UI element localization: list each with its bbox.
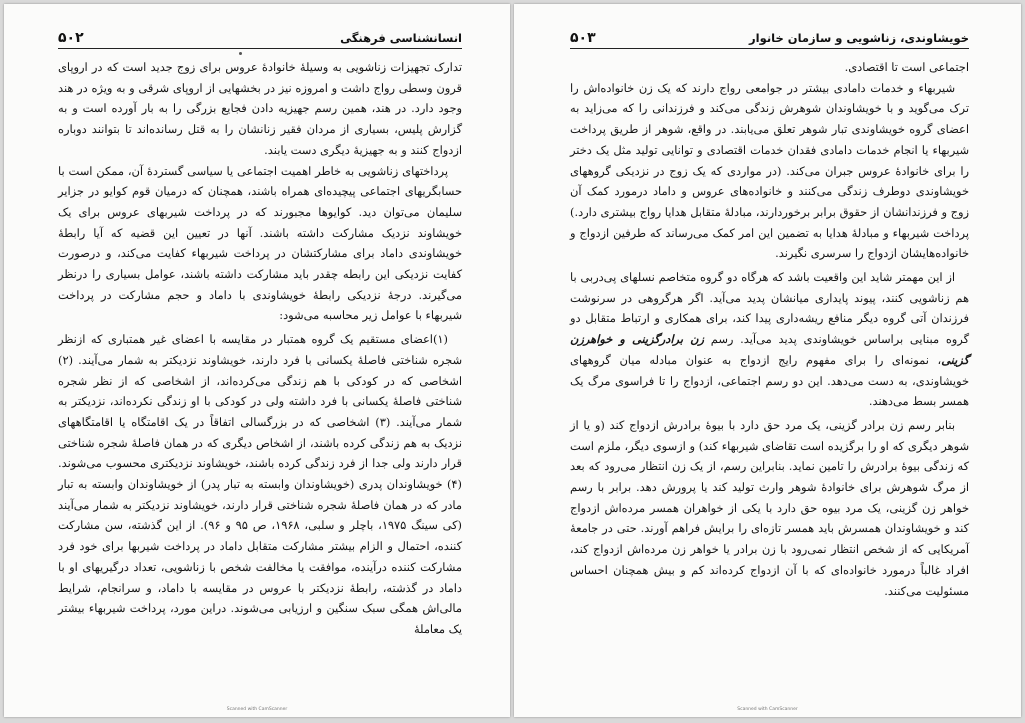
- paragraph: بنابر رسم زن برادر گزینی، یک مرد حق دارد با بیوهٔ برادرش ازدواج کند (و یا از شوهر دیگری که او را برگزیده است تقاضای شیربهاء کند) و ازسوی دیگر، ملزم است که زندگی بیوهٔ برادرش را تامین نماید. بنابراین رسم، از یک زن انتظار می‌رود که بعد از مرگ شوهرش برای خانوادهٔ شوهر وارث تولید کند یا پرورش دهد. برابر با رسم خواهر زن گزینی، یک مرد بیوه حق دارد با یکی از خواهران همسر مرده‌اش ازدواج کند و خویشاوندان همسرش باید همسر تازه‌ای را برایش فراهم آورند. حتی در جامعهٔ آمریکایی که از شخص انتظار نمی‌رود با زن برادر یا خواهر زن مرده‌اش ازدواج کند، افراد غالباً درمورد خانواده‌ای که با آن ازدواج کرده‌اند کم و بیش همچنان احساس مسئولیت می‌کنند.: [570, 417, 969, 598]
- paragraph-text: از این مهمتر شاید این واقعیت باشد که هرگاه دو گروه متخاصم نسلهای پی‌دربی با هم زناشویی کنند، پیوند پایداری میانشان پدید می‌آید. اگر هرگروهی در سرنوشت فرزندان آتی گروه دیگر منافع ریشه‌داری پیدا کند، برای همکاری و ارتباط متقابل دو گروه مبنایی براساس خویشاوندی پدید می‌آید. رسم: [570, 270, 969, 347]
- paragraph-text: ، نمونه‌ای را برای مفهوم رایج ازدواج به عنوان مبادله میان گروههای خویشاوندی، به دست می‌دهد. این دو رسم اجتماعی، ازدواج را تا فراسوی مرگ یک همسر بسط می‌دهند.: [570, 352, 969, 409]
- paragraph: اجتماعی است تا اقتصادی.: [844, 60, 969, 74]
- right-page-header: [570, 26, 969, 49]
- scan-dot: [239, 52, 242, 55]
- paragraph: شیربهاء و خدمات دامادی بیشتر در جوامعی رواج دارند که یک زن خانواده‌اش را ترک می‌گوید و با خویشاوندان شوهرش زندگی می‌کند و فرزندانی را که می‌زاید به اعضای گروه خویشاوندی تبار شوهر تعلق می‌یابند. در واقع، شوهر از طریق پرداخت شیربهاء یا انجام خدمات دامادی فقدان خدمات اقتصادی و توانایی تولید مثل یک دختر را برای خانوادهٔ عروس جبران می‌کند. (در مواردی که یک زوج در نزدیکی گروههای خویشاوندی دوطرف زندگی می‌کنند و خانواده‌های عروس و داماد درمورد کمک آن زوج و فرزندانشان از حقوق برابر برخوردارند، مبادلهٔ متقابل هدایا رواج بیشتری دارد.) پرداخت شیربهاء و مبادلهٔ هدایا به تضمین این امر کمک می‌رساند که طرفین ازدواج و خانواده‌هایشان ازدواج را سرسری نگیرند.: [570, 80, 969, 261]
- paragraph: [570, 267, 969, 412]
- left-page-number: ۵۰۲: [58, 30, 84, 46]
- right-page-body: [570, 57, 969, 601]
- paragraph: (۱)اعضای مستقیم یک گروه همتبار در مقایسه با اعضای غیر همتباری که ازنظر شجره شناختی فاصلهٔ یکسانی با فرد دارند، خویشاوند نزدیکتر به شمار می‌آیند. (۲) اشخاصی که در کودکی با هم زندگی می‌کرده‌اند، از اشخاصی که از نظر شجره شناختی فاصلهٔ یکسانی با فرد داشته ولی در کودکی با او زندگی نکرده‌اند، نزدیکتر به شمار می‌آیند. (۳) اشخاصی که در بزرگسالی اتفاقاً در یک اقامتگاه یا اقامتگاههای نزدیک به هم زندگی کرده باشند، از اشخاص دیگری که در همان فاصلهٔ شجره شناختی قرار دارند ولی جدا از فرد زندگی کرده باشند، خویشاوند نزدیکتری محسوب می‌شوند. (۴) خویشاوندان پدری (خویشاوندان وابسته به تبار پدر) از خویشاوندان وابسته به تبار مادر که در همان فاصلهٔ شجره شناختی قرار دارند، خویشاوند نزدیکتر به شمار می‌آیند (کی سینگ ۱۹۷۵، باچلر و سلبی، ۱۹۶۸، ص ۹۵ و ۹۶). از این گذشته، سن مشارکت کننده، احتمال و الزام بیشتر مشارکت متقابل داماد در پرداخت شیربها برای خود فرد مشارکت کننده درآینده، موافقت یا مخالفت شخص با زناشویی، تعداد درگیریهای او با داماد در گذشته، رابطهٔ نزدیکتر با عروس در مقایسه با داماد، و سرانجام، شرایط مالی‌اش همگی سبک سنگین و ارزیابی می‌شوند. دراین مورد، پرداخت شیربهاء بیشتر یک معاملهٔ: [58, 332, 462, 636]
- right-page-number: ۵۰۳: [570, 30, 596, 46]
- emphasized-term: زن برادرگزینی و خواهرزن گزینی: [570, 332, 969, 367]
- left-page-body: [58, 57, 462, 640]
- left-page-header: [58, 26, 462, 49]
- paragraph: تدارک تجهیزات زناشویی به وسیلهٔ خانوادهٔ عروس برای زوج جدید است که در اروپای قرون وسطی رواج داشت و امروزه نیز در بخشهایی از اروپای شرقی و به ویژه در هند وجود دارد. در هند، همین رسم جهیزیه دادن فجایع بزرگی را به بار آورده است و به گزارش پلیس، بسیاری از مردان فقیر زنانشان را به قتل رسانده‌اند تا بتوانند دوباره ازدواج کنند و به جهیزیهٔ دیگری دست یابند.: [58, 60, 462, 157]
- left-running-title: انسانشناسی فرهنگی: [340, 31, 462, 45]
- scanner-watermark: Scanned with CamScanner: [226, 707, 288, 712]
- right-page: [514, 4, 1021, 717]
- left-page: [4, 4, 510, 717]
- scanner-watermark: Scanned with CamScanner: [737, 707, 798, 712]
- paragraph: پرداختهای زناشویی به خاطر اهمیت اجتماعی یا سیاسی گستردهٔ آن، ممکن است با حسابگریهای اجتماعی پیچیده‌ای همراه باشند، همچنان که درمیان قوم کوایو در جزایر سلیمان می‌توان دید. کوایوها مجبورند که در پرداخت شیربهای عروس برای یک خویشاوند نزدیک مشارکت داشته باشند. آنها در تعیین این قضیه که آیا رابطهٔ خویشاوندی داماد برای مشارکتشان در پرداخت شیربهاء کفایت می‌کند، و درصورت کفایت نزدیکی این رابطه چقدر باید مشارکت داشته باشند، عوامل بسیاری را درنظر می‌گیرند. درجهٔ نزدیکی رابطهٔ خویشاوندی با داماد و حجم مشارکت در پرداخت شیربهاء با عوامل زیر محاسبه می‌شود:: [58, 163, 462, 323]
- right-running-title: خویشاوندی، زناشویی و سازمان خانوار: [749, 31, 969, 45]
